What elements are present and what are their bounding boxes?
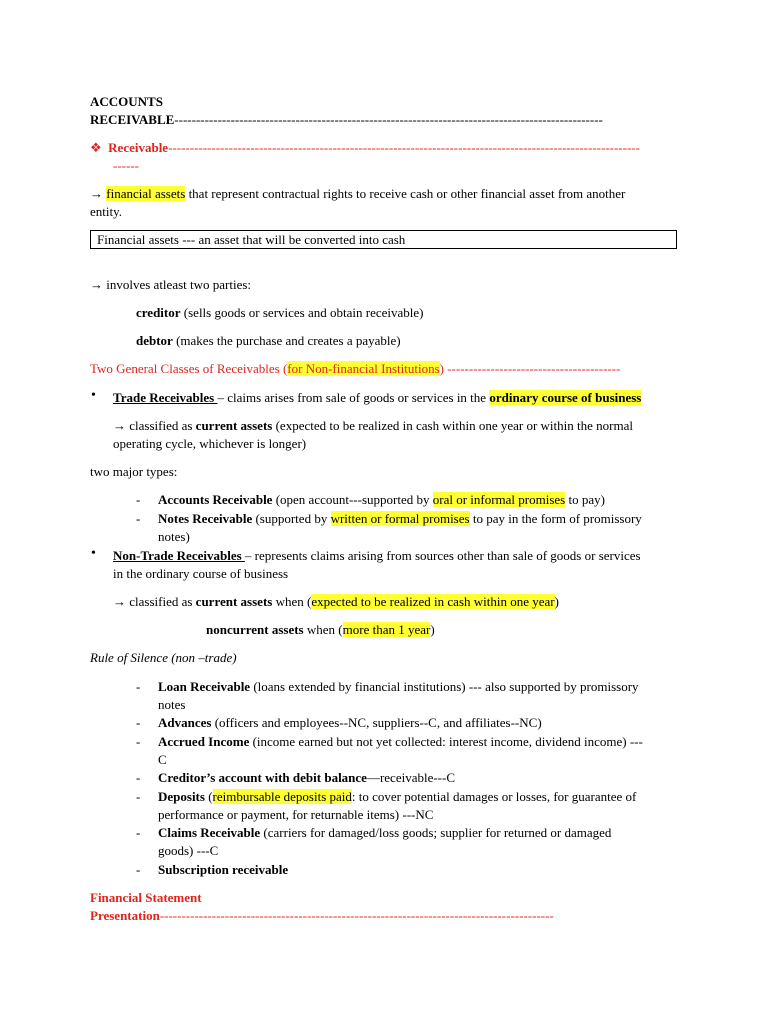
definition-box-text: Financial assets --- an asset that will be converted into cash [97, 232, 406, 247]
two-major-types: two major types: [90, 464, 178, 479]
nontrade-line [113, 547, 641, 564]
ar-line [158, 491, 605, 508]
dash-marker: - [136, 734, 141, 749]
classes-heading [90, 360, 620, 377]
dash-marker: - [136, 770, 141, 785]
nt-class-arrow: → classified as [113, 594, 196, 609]
classes-heading-text: Two General Classes of Receivables ( [90, 361, 288, 376]
definition-box [90, 230, 677, 249]
fsp-dashes: ------------------------------------------------------------------------------------------- [159, 908, 554, 923]
nt-class-when: when ( [272, 594, 312, 609]
nr-text: (supported by [252, 511, 331, 526]
trade-class-current: current assets [195, 418, 273, 433]
trade-text: – claims arises from sale of goods or services in the [217, 390, 490, 405]
claims-line [158, 824, 611, 841]
accrued-line [158, 733, 643, 750]
noncurrent-highlight: more than 1 year [342, 622, 431, 637]
noncurrent-label: noncurrent assets [206, 622, 304, 637]
noncurrent-line [206, 621, 435, 638]
deposits-highlight: reimbursable deposits paid [212, 789, 352, 804]
deposits-paren: ( [204, 789, 213, 804]
doc-title-line1: ACCOUNTS [90, 94, 163, 109]
deposits-label: Deposits [158, 789, 205, 804]
nt-class-line [113, 593, 559, 610]
nontrade-label: Non-Trade Receivables [113, 548, 245, 563]
definition-line2: entity. [90, 204, 123, 219]
nr-line2: notes) [158, 529, 190, 544]
trade-line [113, 389, 641, 406]
classes-end: ) ---------------------------------------- [439, 361, 621, 376]
receivable-dashes-2: ------ [113, 158, 139, 173]
advances-label: Advances [158, 715, 212, 730]
dash-marker: - [136, 862, 141, 877]
claims-line2: goods) ---C [158, 843, 219, 858]
doc-title-word: RECEIVABLE [90, 112, 175, 127]
creditor-line [136, 304, 423, 321]
fsp-heading-line1: Financial Statement [90, 890, 202, 905]
advances-text: (officers and employees--NC, suppliers--C, and affiliates--NC) [211, 715, 542, 730]
claims-label: Claims Receivable [158, 825, 261, 840]
advances-line [158, 714, 542, 731]
noncurrent-end: ) [430, 622, 435, 637]
accrued-text: (income earned but not yet collected: interest income, dividend income) --- [249, 734, 643, 749]
claims-text: (carriers for damaged/loss goods; supplier for returned or damaged [260, 825, 612, 840]
receivable-heading [90, 139, 640, 156]
rule-of-silence: Rule of Silence (non –trade) [90, 650, 237, 665]
parties-line: → involves atleast two parties: [90, 277, 252, 292]
dash-marker: - [136, 679, 141, 694]
title-dashes: --------------------------------------------------------------------------------------------------- [174, 112, 603, 127]
debtor-text: (makes the purchase and creates a payable) [172, 333, 401, 348]
creditor-account-label: Creditor’s account with debit balance [158, 770, 367, 785]
creditor-label: creditor [136, 305, 181, 320]
deposits-text: : to cover potential damages or losses, for guarantee of [351, 789, 637, 804]
deposits-line [158, 788, 636, 805]
bullet-icon: • [91, 388, 96, 403]
receivable-heading-text: Receivable [108, 140, 169, 155]
creditor-text: (sells goods or services and obtain receivable) [180, 305, 424, 320]
nr-highlight: written or formal promises [330, 511, 470, 526]
trade-class-line1 [113, 417, 633, 434]
def-highlight: financial assets [106, 186, 186, 201]
subscription-line: Subscription receivable [158, 862, 289, 877]
nontrade-text: – represents claims arising from sources other than sale of goods or services [244, 548, 641, 563]
bullet-icon: • [91, 546, 96, 561]
dash-marker: - [136, 511, 141, 526]
debtor-line [136, 332, 401, 349]
dash-marker: - [136, 492, 141, 507]
definition-line1 [90, 185, 625, 202]
doc-title-line2 [90, 111, 603, 128]
receivable-dashes: ------------------------------------------------------------------------------------------------------------- [168, 140, 640, 155]
def-text: that represent contractual rights to receive cash or other financial asset from another [185, 186, 626, 201]
noncurrent-when: when ( [303, 622, 343, 637]
trade-highlight: ordinary course of business [489, 390, 642, 405]
loan-line2: notes [158, 697, 186, 712]
dash-marker: - [136, 715, 141, 730]
nontrade-line2: in the ordinary course of business [113, 566, 289, 581]
ar-text: (open account---supported by [272, 492, 433, 507]
creditor-account-text: —receivable---C [366, 770, 456, 785]
ar-end: to pay) [565, 492, 605, 507]
loan-text: (loans extended by financial institutions) --- also supported by promissory [250, 679, 639, 694]
accrued-line2: C [158, 752, 167, 767]
trade-class-arrow: → classified as [113, 418, 196, 433]
loan-line [158, 678, 639, 695]
nr-line [158, 510, 642, 527]
trade-class-text: (expected to be realized in cash within one year or within the normal [272, 418, 633, 433]
nr-end: to pay in the form of promissory [469, 511, 642, 526]
creditor-account-line [158, 769, 455, 786]
debtor-label: debtor [136, 333, 173, 348]
fsp-heading-line2 [90, 907, 554, 924]
fsp-heading-word: Presentation [90, 908, 160, 923]
nt-class-current: current assets [195, 594, 273, 609]
ar-highlight: oral or informal promises [432, 492, 566, 507]
deposits-line2: performance or payment, for returnable items) ---NC [158, 807, 434, 822]
accrued-label: Accrued Income [158, 734, 250, 749]
diamond-bullet-icon: ❖ [90, 140, 102, 155]
nt-class-end: ) [554, 594, 559, 609]
classes-highlight: for Non-financial Institutions [287, 361, 440, 376]
dash-marker: - [136, 789, 141, 804]
trade-label: Trade Receivables [113, 390, 218, 405]
trade-class-line2: operating cycle, whichever is longer) [113, 436, 307, 451]
nr-label: Notes Receivable [158, 511, 253, 526]
arrow-icon: → [90, 186, 103, 201]
nt-class-highlight: expected to be realized in cash within one year [311, 594, 555, 609]
dash-marker: - [136, 825, 141, 840]
ar-label: Accounts Receivable [158, 492, 273, 507]
loan-label: Loan Receivable [158, 679, 251, 694]
